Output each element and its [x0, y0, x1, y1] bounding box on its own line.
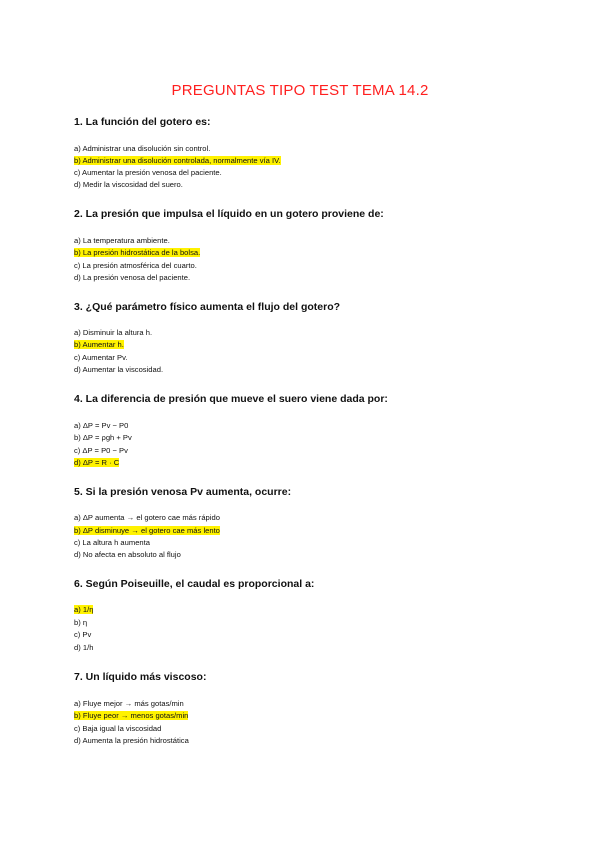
question-2-option-d: d) La presión venosa del paciente.: [74, 273, 191, 282]
question-5-option-a: a) ΔP aumenta → el gotero cae más rápido: [74, 513, 220, 522]
question-5-option-d: d) No afecta en absoluto al flujo: [74, 550, 181, 559]
question-2: 2. La presión que impulsa el líquido en un gotero proviene de:: [74, 208, 384, 220]
question-5: 5. Si la presión venosa Pv aumenta, ocurre:: [74, 486, 292, 498]
question-5-option-c: c) La altura h aumenta: [74, 538, 150, 547]
question-7-option-c: c) Baja igual la viscosidad: [74, 724, 162, 733]
question-3-option-b: b) Aumentar h.: [74, 340, 124, 349]
question-1-option-d: d) Medir la viscosidad del suero.: [74, 180, 183, 189]
question-2-option-a: a) La temperatura ambiente.: [74, 236, 170, 245]
question-4: 4. La diferencia de presión que mueve el suero viene dada por:: [74, 393, 388, 405]
question-1: 1. La función del gotero es:: [74, 116, 211, 128]
question-7: 7. Un líquido más viscoso:: [74, 671, 207, 683]
question-3-option-a: a) Disminuir la altura h.: [74, 328, 153, 337]
question-1-option-b: b) Administrar una disolución controlada, normalmente vía IV.: [74, 156, 281, 165]
question-4-option-b: b) ΔP = ρgh + Pv: [74, 433, 132, 442]
question-7-option-d: d) Aumenta la presión hidrostática: [74, 736, 189, 745]
question-6-option-c: c) Pv: [74, 630, 92, 639]
question-3-option-c: c) Aumentar Pv.: [74, 353, 128, 362]
question-3-option-d: d) Aumentar la viscosidad.: [74, 365, 164, 374]
question-1-option-a: a) Administrar una disolución sin control.: [74, 144, 211, 153]
question-4-option-d: d) ΔP = R · C: [74, 458, 120, 467]
question-6: 6. Según Poiseuille, el caudal es proporcional a:: [74, 578, 315, 590]
question-1-option-c: c) Aumentar la presión venosa del paciente.: [74, 168, 222, 177]
question-6-option-d: d) 1/h: [74, 643, 94, 652]
question-4-option-a: a) ΔP = Pv − P0: [74, 421, 129, 430]
question-7-option-b: b) Fluye peor → menos gotas/min: [74, 711, 189, 720]
question-4-option-c: c) ΔP = P0 − Pv: [74, 446, 128, 455]
question-3: 3. ¿Qué parámetro físico aumenta el flujo del gotero?: [74, 301, 341, 313]
question-5-option-b: b) ΔP disminuye → el gotero cae más lento: [74, 526, 220, 535]
question-2-option-b: b) La presión hidrostática de la bolsa.: [74, 248, 201, 257]
document-title: PREGUNTAS TIPO TEST TEMA 14.2: [171, 82, 429, 99]
question-7-option-a: a) Fluye mejor → más gotas/min: [74, 699, 184, 708]
question-6-option-b: b) η: [74, 618, 88, 627]
question-6-option-a: a) 1/η: [74, 605, 94, 614]
question-2-option-c: c) La presión atmosférica del cuarto.: [74, 261, 197, 270]
